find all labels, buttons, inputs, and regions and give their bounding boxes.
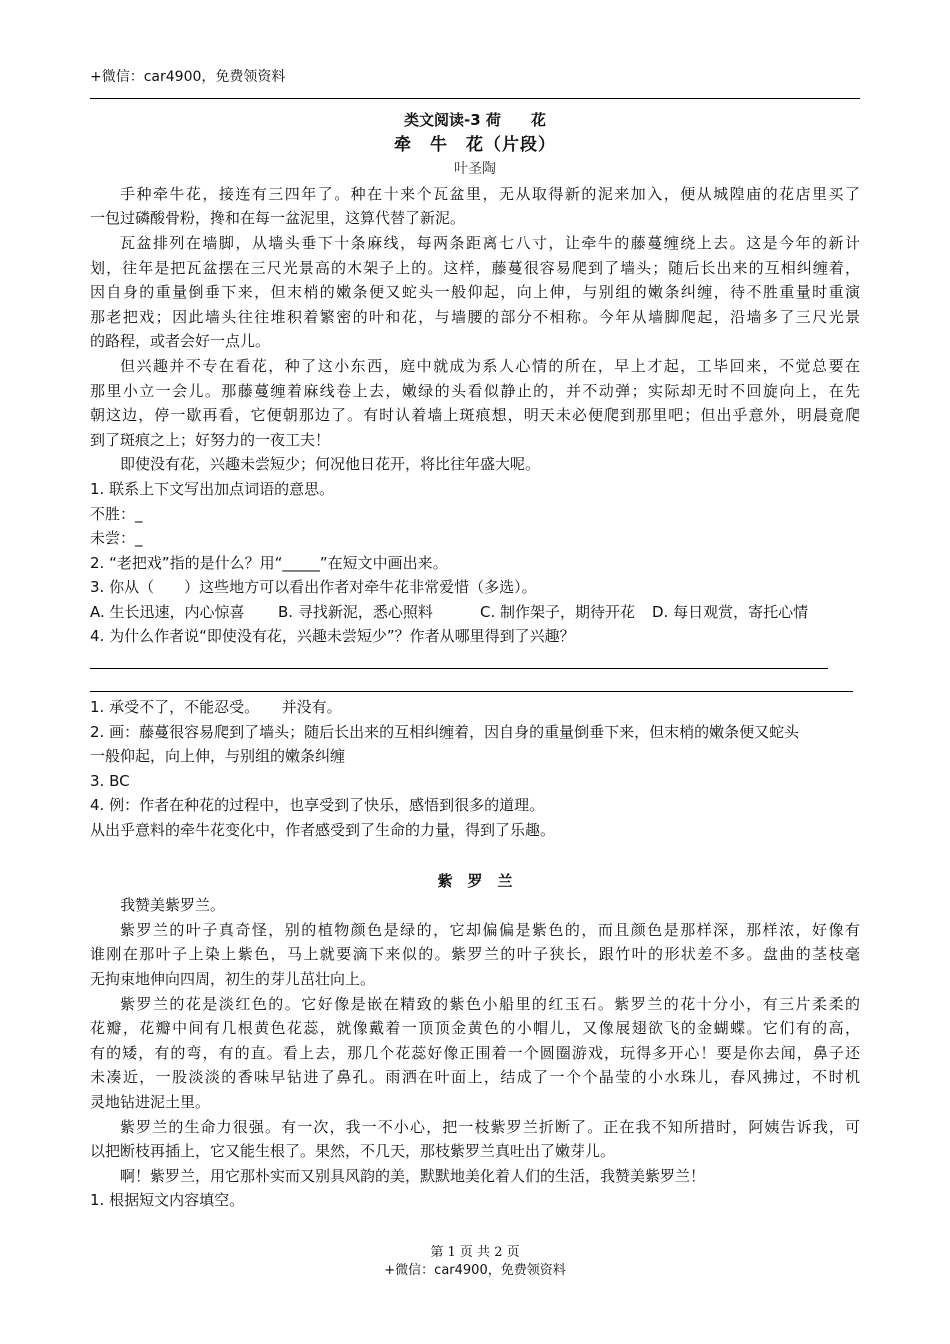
answer-blank[interactable]: _ — [135, 504, 143, 523]
passage-line: 灵地钻进泥土里。 — [90, 1092, 211, 1111]
passage-line: 因自身的重量倒垂下来，但末梢的嫩条便又蛇头一般仰起，向上伸，与别组的嫩条纠缠，待不胜重量时重演 — [90, 283, 860, 302]
question-2 — [90, 551, 860, 576]
section-title: 类文阅读-3 荷 花 — [404, 111, 546, 129]
question-3: 3. 你从（ ）这些地方可以看出作者对牵牛花非常爱惜（多选）。 — [90, 578, 537, 597]
passage-line: 有的矮，有的弯，有的直。看上去，那几个花蕊好像正围着一个圆圈游戏，玩得多开心！要是你去闻，鼻子还 — [90, 1043, 860, 1062]
question-1a — [90, 502, 860, 527]
questions1 — [90, 477, 860, 695]
passage-line: 到了斑痕之上；好努力的一夜工夫！ — [90, 430, 331, 449]
passage-line: 花瓣，花瓣中间有几根黄色花蕊，就像戴着一顶顶金黄色的小帽儿，又像展翅欲飞的金蝴蝶。它们有的高， — [90, 1019, 860, 1038]
answer-blank[interactable]: _ — [135, 529, 143, 548]
answer-2: 2. 画：藤蔓很容易爬到了墙头；随后长出来的互相纠缠着，因自身的重量倒垂下来，但末梢的嫩条便又蛇头 — [90, 722, 800, 741]
section-gap — [90, 843, 860, 869]
passage2-text — [90, 893, 860, 1188]
passage-line: 朝这边，停一歇再看，它便朝那边了。有时认着墙上斑痕想，明天未必便爬到那里吧；但出乎意外，明晨竟爬 — [90, 406, 860, 425]
passage-line: 紫罗兰的花是淡红色的。它好像是嵌在精致的紫色小船里的红玉石。紫罗兰的花十分小，有三片柔柔的 — [120, 994, 860, 1013]
passage-line: 紫罗兰的生命力很强。有一次，我一不小心，把一枝紫罗兰折断了。正在我不知所措时，阿姨告诉我，可 — [120, 1117, 860, 1136]
option-d[interactable]: D. 每日观赏，寄托心情 — [652, 602, 809, 621]
passage-line: 那老把戏；因此墙头往往堆积着繁密的叶和花，与墙腰的部分不相称。今年从墙脚爬起，沿墙多了三尺光景 — [90, 307, 860, 326]
passage-line: 即使没有花，兴趣未尝短少；何况他日花开，将比往年盛大呢。 — [120, 455, 541, 474]
question-3-options — [90, 600, 860, 625]
passage-line: 未凑近，一股淡淡的香味早钻进了鼻孔。雨洒在叶面上，结成了一个个晶莹的小水珠儿，春风拂过，不时机 — [90, 1068, 860, 1087]
question-1a-label: 不胜： — [90, 504, 136, 523]
document-body — [90, 108, 860, 1213]
passage-line: 谁刚在那叶子上染上紫色，马上就要滴下来似的。紫罗兰的叶子狭长，跟竹叶的形状差不多。盘曲的茎枝毫 — [90, 945, 860, 964]
option-b[interactable]: B. 寻找新泥，悉心照料 — [278, 602, 433, 621]
passage-line: 的路程，或者会好一点儿。 — [90, 332, 271, 351]
passage-line: 但兴趣并不专在看花，种了这小东西，庭中就成为系人心情的所在，早上才起，工毕回来，不觉总要在 — [120, 356, 860, 375]
question-2-text-end: ”在短文中画出来。 — [319, 553, 448, 572]
question-1: 1. 联系上下文写出加点词语的意思。 — [90, 479, 335, 498]
header-divider — [90, 98, 860, 99]
passage-line: 无拘束地伸向四周，初生的芽儿茁壮向上。 — [90, 970, 376, 988]
passage-line: 啊！紫罗兰，用它那朴实而又别具风韵的美，默默地美化着人们的生活，我赞美紫罗兰！ — [120, 1166, 706, 1185]
underline-mark: _____ — [282, 553, 320, 572]
answer-3: 3. BC — [90, 771, 130, 790]
passage-line: 手种牵牛花，接连有三四年了。种在十来个瓦盆里，无从取得新的泥来加入，便从城隍庙的花店里买了 — [120, 184, 860, 203]
question-4: 4. 为什么作者说“即使没有花，兴趣未尝短少”？作者从哪里得到了兴趣？ — [90, 627, 575, 646]
passage1-author: 叶圣陶 — [454, 161, 496, 178]
answers1 — [90, 695, 860, 843]
passage1-text — [90, 182, 860, 477]
question-1b — [90, 526, 860, 551]
answer-line[interactable] — [90, 672, 860, 695]
passage-line: 以把断枝再插上，它又能生根了。果然，不几天，那枝紫罗兰真吐出了嫩芽儿。 — [90, 1142, 616, 1161]
passage-line: 一包过磷酸骨粉，搀和在每一盆泥里，这算代替了新泥。 — [90, 209, 466, 228]
answer-4: 4. 例：作者在种花的过程中，也享受到了快乐，感悟到很多的道理。 — [90, 796, 545, 815]
header-note: +微信：car4900，免费领资料 — [90, 69, 286, 85]
page-number: 第 1 页 共 2 页 — [430, 1245, 520, 1260]
question2-1: 1. 根据短文内容填空。 — [90, 1191, 245, 1210]
footer-note: +微信：car4900，免费领资料 — [384, 1263, 566, 1278]
passage-line: 紫罗兰的叶子真奇怪，别的植物颜色是绿的，它却偏偏是紫色的，而且颜色是那样深，那样浓，好像有 — [120, 920, 860, 939]
passage-line: 瓦盆排列在墙脚，从墙头垂下十条麻线，每两条距离七八寸，让牵牛的藤蔓缠绕上去。这是今年的新计 — [120, 233, 860, 252]
answer-line[interactable] — [90, 649, 860, 672]
passage-line: 我赞美紫罗兰。 — [120, 896, 226, 915]
passage1-title: 牵 牛 花（片段） — [394, 134, 556, 155]
answer-4-cont: 从出乎意料的牵牛花变化中，作者感受到了生命的力量，得到了乐趣。 — [90, 821, 556, 840]
passage-line: 那里小立一会儿。那藤蔓缠着麻线卷上去，嫩绿的头看似静止的，并不动弹；实际却无时不回旋向上，在先 — [90, 381, 860, 400]
option-c[interactable]: C. 制作架子，期待开花 — [480, 602, 636, 621]
option-a[interactable]: A. 生长迅速，内心惊喜 — [90, 602, 245, 621]
answer-2-cont: 一般仰起，向上伸，与别组的嫩条纠缠 — [90, 747, 346, 766]
question-1b-label: 未尝： — [90, 529, 136, 548]
passage-line: 划，往年是把瓦盆摆在三尺光景高的木架子上的。这样，藤蔓很容易爬到了墙头；随后长出来的互相纠缠着， — [90, 258, 860, 277]
question-2-text: 2. “老把戏”指的是什么？用“ — [90, 553, 283, 572]
answer-1: 1. 承受不了，不能忍受。 并没有。 — [90, 698, 342, 717]
passage2-title: 紫 罗 兰 — [437, 871, 513, 890]
